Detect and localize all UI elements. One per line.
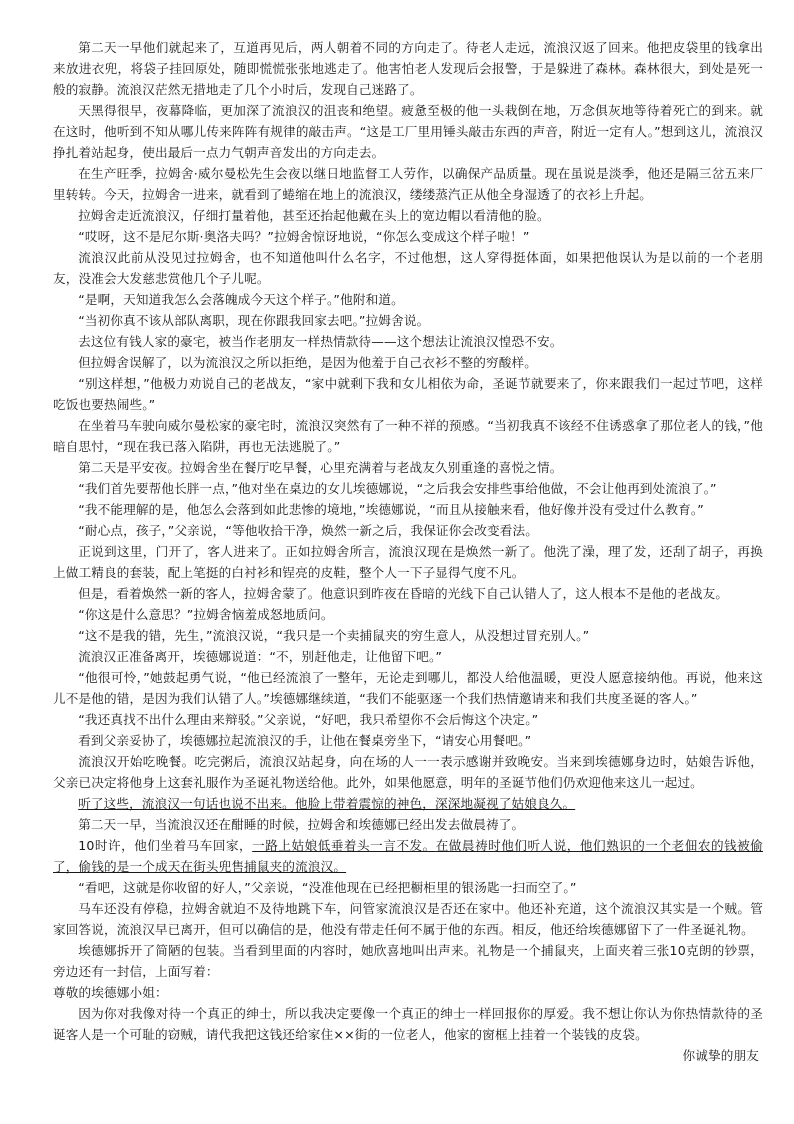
paragraph: 看到父亲妥协了，埃德娜拉起流浪汉的手，让他在餐桌旁坐下，“请安心用餐吧。” bbox=[78, 733, 532, 748]
paragraph: “耐心点，孩子，”父亲说，“等他收拾干净，焕然一新之后，我保证你会改变看法。 bbox=[78, 523, 538, 538]
paragraph: 天黑得很早，夜幕降临，更加深了流浪汉的沮丧和绝望。疲惫至极的他一头栽倒在地，万念俱灰地等待着死亡的到来。就在这时，他听到不知从哪儿传来阵阵有规律的敲击声。“这是工厂里用锤头敲击东西的声音，附近一定有人。”想到这儿，流浪汉挣扎着站起身，使出最后一点力气朝声音发出的方向走去。 bbox=[53, 103, 763, 160]
paragraph: 流浪汉正准备离开，埃德娜说道：“不，别赶他走，让他留下吧。” bbox=[78, 649, 443, 664]
paragraph: 流浪汉开始吃晚餐。吃完粥后，流浪汉站起身，向在场的人一一表示感谢并致晚安。当来到埃德娜身边时，姑娘告诉他，父亲已决定将他身上这套礼服作为圣诞礼物送给他。此外，如果他愿意，明年的圣诞节他们仍欢迎他来这儿一起过。 bbox=[53, 754, 763, 790]
paragraph: 去这位有钱人家的豪宅，被当作老朋友一样热情款待——这个想法让流浪汉惶恐不安。 bbox=[78, 334, 563, 349]
paragraph: “我还真找不出什么理由来辩驳。”父亲说，“好吧，我只希望你不会后悔这个决定。” bbox=[78, 712, 539, 727]
paragraph: 流浪汉此前从没见过拉姆舍，也不知道他叫什么名字，不过他想，这人穿得挺体面，如果把他误认为是以前的一个老朋友，没准会大发慈悲赏他几个子儿呢。 bbox=[53, 250, 763, 286]
paragraph: 正说到这里，门开了，客人进来了。正如拉姆舍所言，流浪汉现在是焕然一新了。他洗了澡，理了发，还刮了胡子，再换上做工精良的套装，配上笔挺的白衬衫和锃亮的皮鞋，整个人一下子显得气度不凡。 bbox=[53, 544, 763, 580]
paragraph: “这不是我的错，先生，”流浪汉说，“我只是一个卖捕鼠夹的穷生意人，从没想过冒充别人。” bbox=[78, 628, 590, 643]
letter-body: 因为你对我像对待一个真正的绅士，所以我决定要像一个真正的绅士一样回报你的厚爱。我不想让你认为你热情款待的圣诞客人是一个可耻的窃贼，请代我把这钱还给家住××街的一位老人，他家的窗框上挂着一个装钱的皮袋。 bbox=[53, 1006, 763, 1042]
paragraph: 但是，看着焕然一新的客人，拉姆舍蒙了。他意识到昨夜在昏暗的光线下自己认错人了，这人根本不是他的老战友。 bbox=[78, 586, 729, 601]
paragraph-with-underlines bbox=[53, 835, 763, 877]
paragraph: 埃德娜拆开了简陋的包装。当看到里面的内容时，她欣喜地叫出声来。礼物是一个捕鼠夹，上面夹着三张10克朗的钞票，旁边还有一封信，上面写着： bbox=[53, 943, 763, 979]
paragraph: 第二天一早，当流浪汉还在酣睡的时候，拉姆舍和埃德娜已经出发去做晨祷了。 bbox=[78, 817, 525, 832]
underlined-sentence: 听了这些，流浪汉一句话也说不出来。他脸上带着震惊的神色，深深地凝视了姑娘良久。 bbox=[78, 796, 576, 811]
letter-signature: 你诚挚的朋友 bbox=[682, 1048, 759, 1063]
paragraph: “你这是什么意思？”拉姆舍恼羞成怒地质问。 bbox=[78, 607, 334, 622]
paragraph: 马车还没有停稳，拉姆舍就迫不及待地跳下车，问管家流浪汉是否还在家中。他还补充道，这个流浪汉其实是一个贼。管家回答说，流浪汉早已离开，但可以确信的是，他没有带走任何不属于他的东西。相反，他还给埃德娜留下了一件圣诞礼物。 bbox=[53, 901, 763, 937]
paragraph: “是啊，天知道我怎么会落魄成今天这个样子。”他附和道。 bbox=[78, 292, 404, 307]
paragraph: 第二天一早他们就起来了，互道再见后，两人朝着不同的方向走了。待老人走远，流浪汉返了回来。他把皮袋里的钱拿出来放进衣兜，将袋子挂回原处，随即慌慌张张地逃走了。他害怕老人发现后会报警，于是躲进了森林。森林很大，到处是死一般的寂静。流浪汉茫然无措地走了几个小时后，发现自己迷路了。 bbox=[53, 40, 763, 97]
paragraph: “别这样想，”他极力劝说自己的老战友，“家中就剩下我和女儿相依为命，圣诞节就要来了，你来跟我们一起过节吧，这样吃饭也要热闹些。” bbox=[53, 376, 763, 412]
paragraph: 但拉姆舍误解了，以为流浪汉之所以拒绝，是因为他羞于自己衣衫不整的穷酸样。 bbox=[78, 355, 537, 370]
letter-salutation: 尊敬的埃德娜小姐： bbox=[53, 985, 168, 1000]
text-segment: 10时许，他们坐着马车回家， bbox=[78, 838, 253, 853]
paragraph: 在坐着马车驶向威尔曼松家的豪宅时，流浪汉突然有了一种不祥的预感。“当初我真不该经不住诱惑拿了那位老人的钱，”他暗自思忖，“现在我已落入陷阱，再也无法逃脱了。” bbox=[53, 418, 763, 454]
paragraph: “我不能理解的是，他怎么会落到如此悲惨的境地，”埃德娜说，“而且从接触来看，他好像并没有受过什么教育。” bbox=[78, 502, 704, 517]
paragraph: 第二天是平安夜。拉姆舍坐在餐厅吃早餐，心里充满着与老战友久别重逢的喜悦之情。 bbox=[78, 460, 563, 475]
paragraph bbox=[53, 793, 763, 814]
paragraph: “当初你真不该从部队离职，现在你跟我回家去吧。”拉姆舍说。 bbox=[78, 313, 430, 328]
paragraph: “看吧，这就是你收留的好人，”父亲说，“没准他现在已经把橱柜里的银汤匙一扫而空了。” bbox=[78, 880, 577, 895]
underlined-sentence: 一路上姑娘低垂着头一言不发。 bbox=[252, 838, 436, 853]
underlined-sentence: 在做晨祷时他们听人说，他们熟识的一个老佃农的钱被偷了，偷钱的是一个成天在街头兜售捕鼠夹的流浪汉。 bbox=[53, 838, 764, 874]
paragraph: 在生产旺季，拉姆舍·威尔曼松先生会夜以继日地监督工人劳作，以确保产品质量。现在虽说是淡季，他还是隔三岔五来厂里转转。今天，拉姆舍一进来，就看到了蜷缩在地上的流浪汉，缕缕蒸汽正从他全身湿透了的衣衫上升起。 bbox=[53, 166, 763, 202]
paragraph: “我们首先要帮他长胖一点，”他对坐在桌边的女儿埃德娜说，“之后我会安排些事给他做，不会让他再到处流浪了。” bbox=[78, 481, 717, 496]
paragraph: “哎呀，这不是尼尔斯·奥洛夫吗？”拉姆舍惊讶地说，“你怎么变成这个样子啦！” bbox=[78, 229, 530, 244]
story-page bbox=[53, 37, 763, 1066]
paragraph: “他很可怜，”她鼓起勇气说，“他已经流浪了一整年，无论走到哪儿，都没人给他温暖，更没人愿意接纳他。再说，他来这儿不是他的错，是因为我们认错了人。”埃德娜继续道，“我们不能驱逐一个我们热情邀请来和我们共度圣诞的客人。” bbox=[53, 670, 763, 706]
paragraph: 拉姆舍走近流浪汉，仔细打量着他，甚至还抬起他戴在头上的宽边帽以看清他的脸。 bbox=[78, 208, 550, 223]
